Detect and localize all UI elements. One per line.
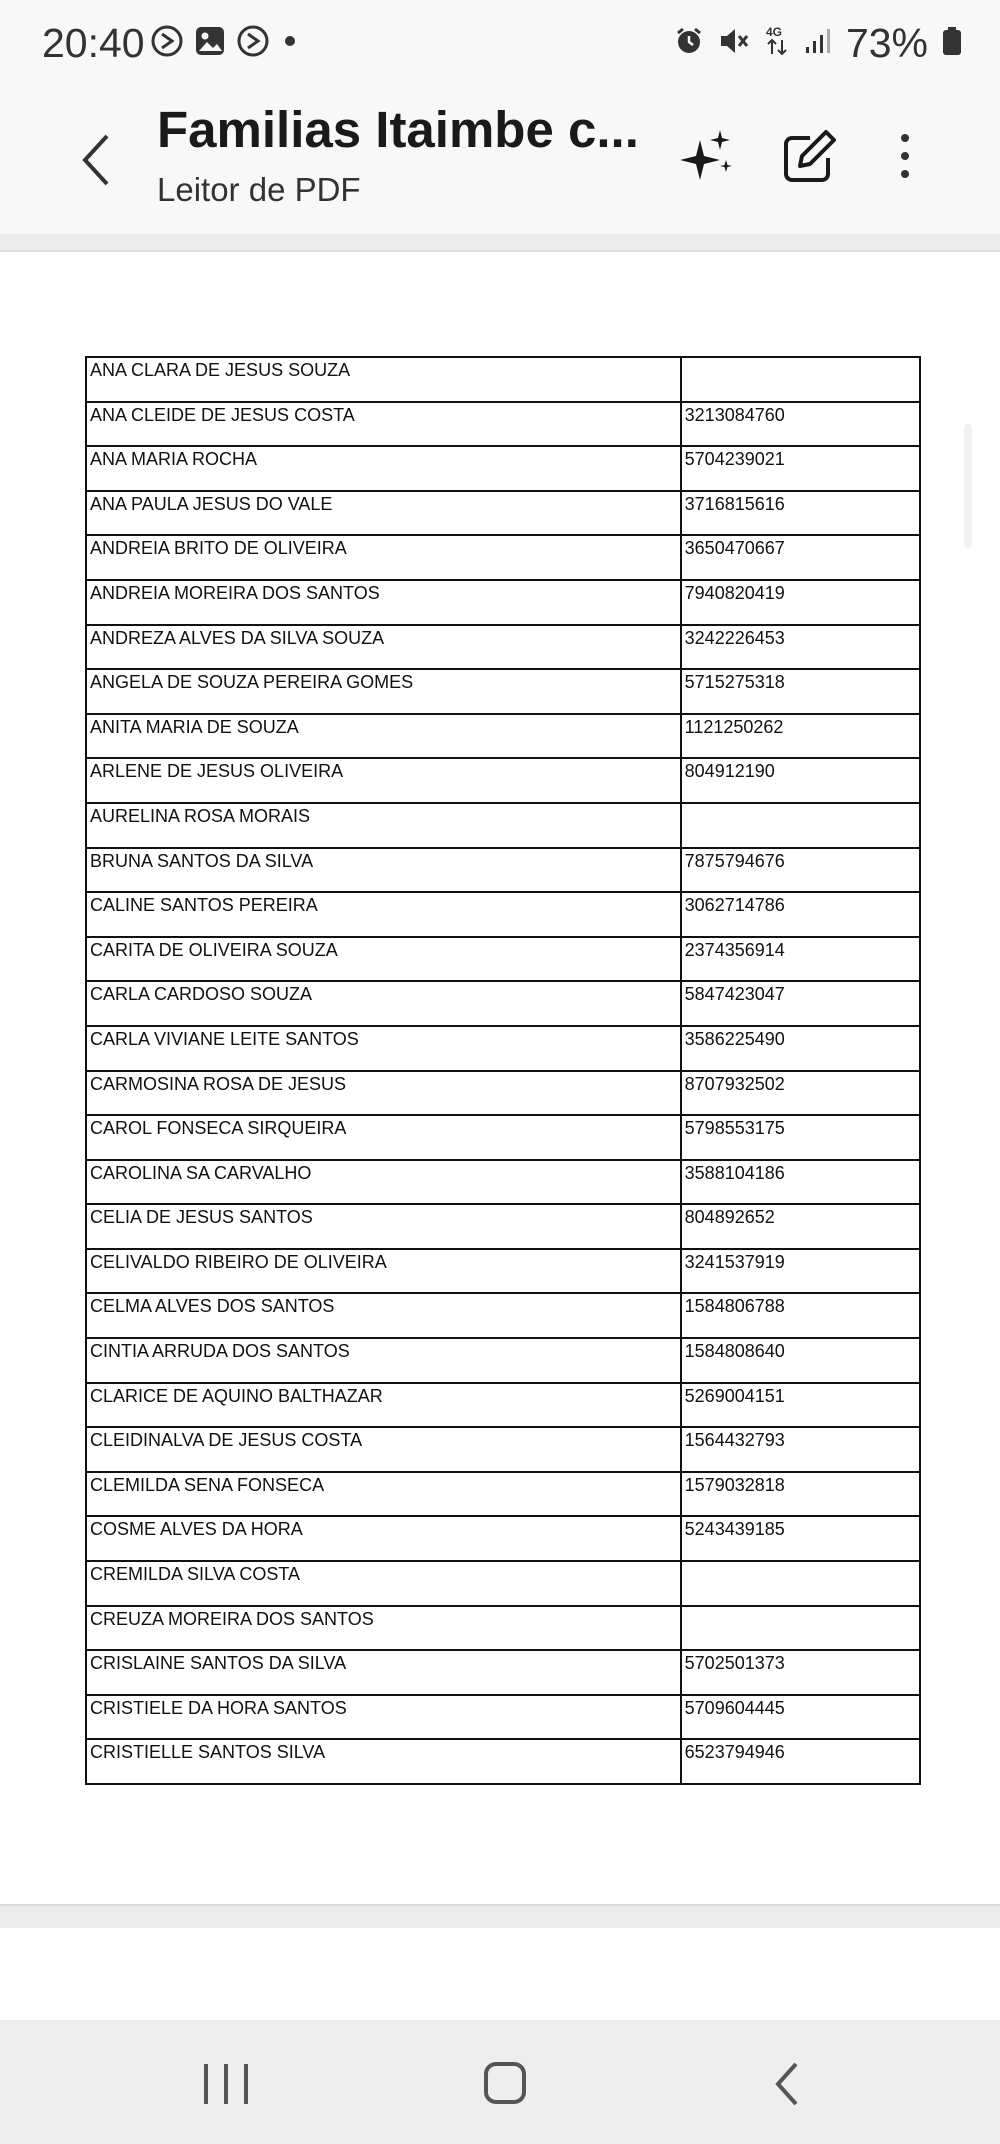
number-cell: 1579032818: [681, 1472, 920, 1517]
name-cell: CARMOSINA ROSA DE JESUS: [86, 1071, 681, 1116]
back-icon: [770, 2060, 804, 2108]
table-row: [86, 625, 920, 670]
name-cell: CARITA DE OLIVEIRA SOUZA: [86, 937, 681, 982]
table-row: [86, 1293, 920, 1338]
status-time: 20:40: [42, 20, 145, 66]
number-cell: 7940820419: [681, 580, 920, 625]
table-row: [86, 580, 920, 625]
families-table: [85, 356, 921, 1785]
gallery-icon: [194, 25, 226, 62]
table-row: [86, 1650, 920, 1695]
table-row: [86, 1472, 920, 1517]
notification-icons: [150, 24, 300, 63]
name-cell: ANA PAULA JESUS DO VALE: [86, 491, 681, 536]
scrollbar[interactable]: [964, 424, 972, 548]
name-cell: CELMA ALVES DOS SANTOS: [86, 1293, 681, 1338]
name-cell: ARLENE DE JESUS OLIVEIRA: [86, 758, 681, 803]
name-cell: CRISTIELE DA HORA SANTOS: [86, 1695, 681, 1740]
name-cell: CLEIDINALVA DE JESUS COSTA: [86, 1427, 681, 1472]
name-cell: CREMILDA SILVA COSTA: [86, 1561, 681, 1606]
ai-sparkle-icon: [680, 126, 736, 186]
table-row: [86, 1026, 920, 1071]
table-row: [86, 446, 920, 491]
table-row: [86, 1516, 920, 1561]
whatsapp-icon: [236, 24, 270, 63]
table-row: [86, 1249, 920, 1294]
table-row: [86, 892, 920, 937]
table-row: [86, 981, 920, 1026]
more-options-button[interactable]: [880, 126, 930, 186]
name-cell: CINTIA ARRUDA DOS SANTOS: [86, 1338, 681, 1383]
table-row: [86, 1739, 920, 1784]
table-row: [86, 1160, 920, 1205]
page-separator: [0, 234, 1000, 252]
name-cell: CAROL FONSECA SIRQUEIRA: [86, 1115, 681, 1160]
number-cell: 5715275318: [681, 669, 920, 714]
alarm-icon: [674, 26, 704, 61]
table-row: [86, 1338, 920, 1383]
table-row: [86, 1427, 920, 1472]
recents-icon: [204, 2064, 208, 2104]
number-cell: [681, 803, 920, 848]
more-vert-icon: [901, 134, 909, 142]
number-cell: 3213084760: [681, 402, 920, 447]
table-row: [86, 1071, 920, 1116]
number-cell: 3716815616: [681, 491, 920, 536]
name-cell: COSME ALVES DA HORA: [86, 1516, 681, 1561]
number-cell: 5709604445: [681, 1695, 920, 1740]
nav-back-button[interactable]: [770, 2060, 804, 2108]
table-row: [86, 714, 920, 759]
table-row: [86, 535, 920, 580]
ai-assist-button[interactable]: [680, 126, 736, 186]
status-bar: [0, 0, 1000, 86]
table-row: [86, 669, 920, 714]
number-cell: [681, 1561, 920, 1606]
signal-icon: [804, 27, 832, 60]
recents-button[interactable]: [204, 2064, 248, 2104]
app-bar: [0, 86, 1000, 234]
table-row: [86, 1383, 920, 1428]
number-cell: 1584808640: [681, 1338, 920, 1383]
table-row: [86, 1115, 920, 1160]
name-cell: ANA CLARA DE JESUS SOUZA: [86, 357, 681, 402]
name-cell: CELIVALDO RIBEIRO DE OLIVEIRA: [86, 1249, 681, 1294]
number-cell: 5243439185: [681, 1516, 920, 1561]
navigation-bar: [0, 2020, 1000, 2144]
table-row: [86, 803, 920, 848]
name-cell: ANA CLEIDE DE JESUS COSTA: [86, 402, 681, 447]
number-cell: 3588104186: [681, 1160, 920, 1205]
number-cell: [681, 1606, 920, 1651]
number-cell: 804892652: [681, 1204, 920, 1249]
app-subtitle: Leitor de PDF: [157, 171, 361, 208]
pdf-page[interactable]: [0, 252, 1000, 1904]
table-row: [86, 491, 920, 536]
name-cell: CAROLINA SA CARVALHO: [86, 1160, 681, 1205]
table-row: [86, 758, 920, 803]
table-row: [86, 848, 920, 893]
svg-text:4G: 4G: [765, 25, 782, 39]
table-row: [86, 1606, 920, 1651]
number-cell: 3062714786: [681, 892, 920, 937]
name-cell: CRISLAINE SANTOS DA SILVA: [86, 1650, 681, 1695]
name-cell: CELIA DE JESUS SANTOS: [86, 1204, 681, 1249]
whatsapp-icon: [150, 24, 184, 63]
name-cell: ANA MARIA ROCHA: [86, 446, 681, 491]
name-cell: CALINE SANTOS PEREIRA: [86, 892, 681, 937]
dot-icon: [280, 31, 300, 56]
table-row: [86, 402, 920, 447]
table-row: [86, 1561, 920, 1606]
table-row: [86, 937, 920, 982]
number-cell: 3242226453: [681, 625, 920, 670]
number-cell: 5798553175: [681, 1115, 920, 1160]
battery-percentage: 73%: [845, 20, 928, 66]
name-cell: ANDREIA MOREIRA DOS SANTOS: [86, 580, 681, 625]
edit-icon: [782, 126, 838, 186]
name-cell: CREUZA MOREIRA DOS SANTOS: [86, 1606, 681, 1651]
number-cell: 8707932502: [681, 1071, 920, 1116]
number-cell: 3586225490: [681, 1026, 920, 1071]
number-cell: 2374356914: [681, 937, 920, 982]
number-cell: 5847423047: [681, 981, 920, 1026]
table-row: [86, 1695, 920, 1740]
number-cell: 1584806788: [681, 1293, 920, 1338]
name-cell: AURELINA ROSA MORAIS: [86, 803, 681, 848]
name-cell: ANDREIA BRITO DE OLIVEIRA: [86, 535, 681, 580]
number-cell: 5269004151: [681, 1383, 920, 1428]
edit-button[interactable]: [782, 126, 838, 186]
name-cell: CARLA VIVIANE LEITE SANTOS: [86, 1026, 681, 1071]
number-cell: 5704239021: [681, 446, 920, 491]
number-cell: [681, 357, 920, 402]
number-cell: 3650470667: [681, 535, 920, 580]
name-cell: CLEMILDA SENA FONSECA: [86, 1472, 681, 1517]
table-row: [86, 1204, 920, 1249]
back-button[interactable]: [66, 126, 126, 194]
document-title: Familias Itaimbe c...: [157, 101, 639, 158]
name-cell: ANGELA DE SOUZA PEREIRA GOMES: [86, 669, 681, 714]
number-cell: 1121250262: [681, 714, 920, 759]
page-separator: [0, 1904, 1000, 1928]
number-cell: 3241537919: [681, 1249, 920, 1294]
next-page-area: [0, 1928, 1000, 2020]
name-cell: BRUNA SANTOS DA SILVA: [86, 848, 681, 893]
name-cell: ANITA MARIA DE SOUZA: [86, 714, 681, 759]
battery-icon: [942, 26, 962, 61]
number-cell: 5702501373: [681, 1650, 920, 1695]
4g-icon: [764, 24, 790, 63]
name-cell: ANDREZA ALVES DA SILVA SOUZA: [86, 625, 681, 670]
home-button[interactable]: [484, 2062, 526, 2104]
table-row: [86, 357, 920, 402]
name-cell: CARLA CARDOSO SOUZA: [86, 981, 681, 1026]
name-cell: CRISTIELLE SANTOS SILVA: [86, 1739, 681, 1784]
number-cell: 804912190: [681, 758, 920, 803]
number-cell: 1564432793: [681, 1427, 920, 1472]
mute-icon: [718, 26, 750, 61]
back-arrow-icon: [79, 132, 113, 188]
system-icons: [674, 20, 962, 67]
number-cell: 6523794946: [681, 1739, 920, 1784]
number-cell: 7875794676: [681, 848, 920, 893]
name-cell: CLARICE DE AQUINO BALTHAZAR: [86, 1383, 681, 1428]
